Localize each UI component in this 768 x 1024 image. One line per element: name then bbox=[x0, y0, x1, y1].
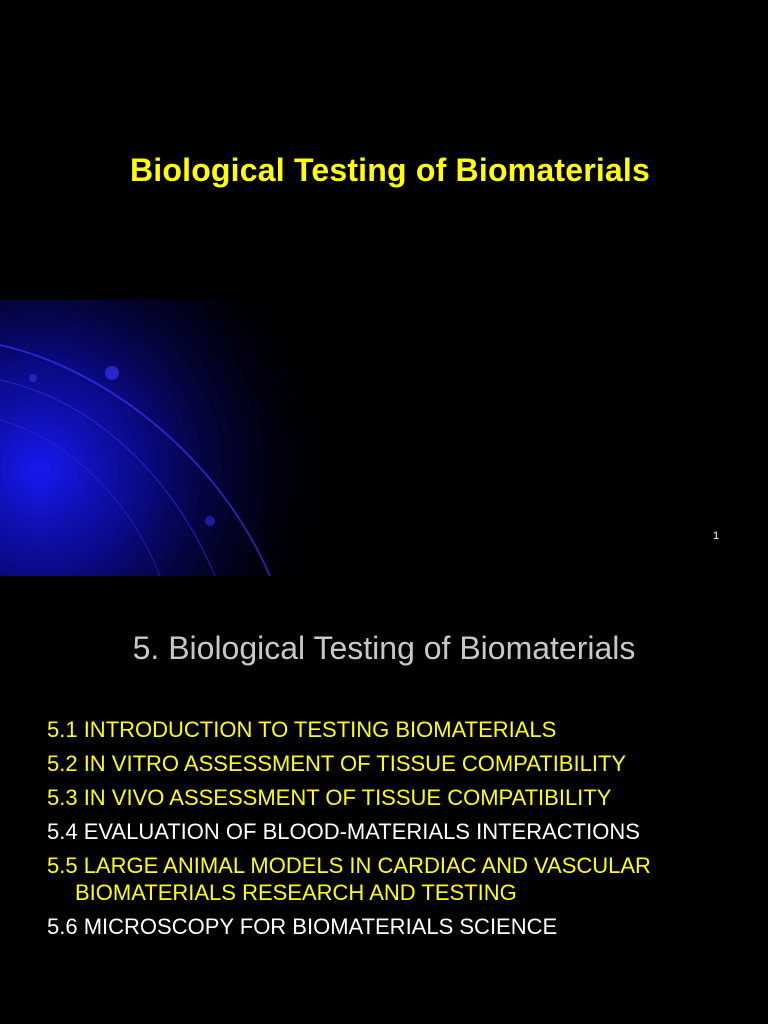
contents-item: 5.5 LARGE ANIMAL MODELS IN CARDIAC AND VASCULAR BIOMATERIALS RESEARCH AND TESTING bbox=[47, 853, 651, 905]
slide-2-title: 5. Biological Testing of Biomaterials bbox=[132, 630, 636, 666]
contents-item: 5.1 INTRODUCTION TO TESTING BIOMATERIALS bbox=[47, 717, 557, 742]
contents-item: 5.4 EVALUATION OF BLOOD-MATERIALS INTERACTIONS bbox=[47, 819, 640, 844]
page-number: 1 bbox=[713, 530, 720, 542]
slide-1-title: Biological Testing of Biomaterials bbox=[129, 152, 651, 188]
contents-item: 5.3 IN VIVO ASSESSMENT OF TISSUE COMPATIBILITY bbox=[47, 785, 612, 810]
contents-list bbox=[47, 716, 747, 947]
contents-item: 5.2 IN VITRO ASSESSMENT OF TISSUE COMPATIBILITY bbox=[47, 751, 627, 776]
slide-2 bbox=[0, 576, 768, 1024]
contents-item: 5.6 MICROSCOPY FOR BIOMATERIALS SCIENCE bbox=[47, 914, 558, 939]
